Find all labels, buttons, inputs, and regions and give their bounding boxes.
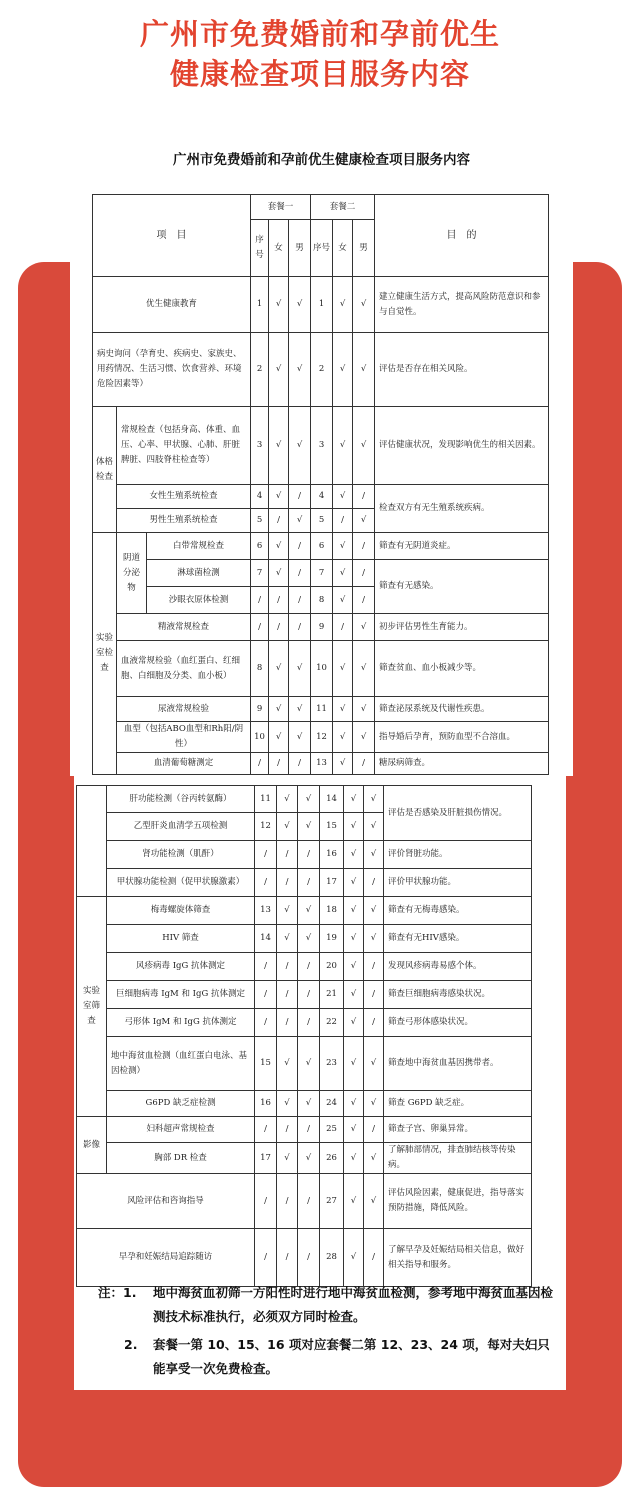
- pkg1-male: √: [298, 786, 320, 813]
- pkg2-seq: 3: [311, 407, 333, 485]
- item-purpose: 筛查 G6PD 缺乏症。: [384, 1091, 532, 1117]
- table-row: [77, 1229, 532, 1287]
- pkg1-male: √: [289, 722, 311, 753]
- note-1-index: 1.: [123, 1285, 137, 1300]
- note-2-text: 套餐一第 10、15、16 项对应套餐二第 12、23、24 项，每对夫妇只能享受一次免费检查。: [153, 1337, 550, 1376]
- pkg1-seq: /: [251, 614, 269, 641]
- table-row: [77, 1174, 532, 1229]
- pkg1-seq: 1: [251, 277, 269, 333]
- table-row: [93, 614, 549, 641]
- pkg2-male: /: [364, 953, 384, 981]
- pkg2-seq: 27: [320, 1174, 344, 1229]
- table-row: [77, 1117, 532, 1143]
- pkg2-female: √: [333, 560, 353, 587]
- table-row: [77, 1009, 532, 1037]
- pkg1-seq: 17: [255, 1143, 277, 1174]
- item-name: 淋球菌检测: [147, 560, 251, 587]
- item-purpose: 评估风险因素，健康促进，指导落实预防措施，降低风险。: [384, 1174, 532, 1229]
- item-name: 肝功能检测（谷丙转氨酶）: [107, 786, 255, 813]
- item-purpose: 筛查地中海贫血基因携带者。: [384, 1037, 532, 1091]
- header-title: [0, 14, 640, 94]
- pkg2-male: √: [364, 1143, 384, 1174]
- item-purpose: 建立健康生活方式，提高风险防范意识和参与自觉性。: [375, 277, 549, 333]
- table-row: [93, 407, 549, 485]
- pkg1-female: √: [269, 697, 289, 722]
- pkg1-male: /: [289, 587, 311, 614]
- pkg1-female: √: [269, 485, 289, 509]
- pkg1-seq: /: [255, 1009, 277, 1037]
- pkg1-seq: /: [255, 1174, 277, 1229]
- item-purpose: 筛查子宫、卵巢异常。: [384, 1117, 532, 1143]
- pkg1-male: √: [298, 1091, 320, 1117]
- item-name: 沙眼衣原体检测: [147, 587, 251, 614]
- pkg1-male: /: [289, 533, 311, 560]
- pkg2-seq: 10: [311, 641, 333, 697]
- col-header-project: 项 目: [93, 195, 251, 277]
- pkg1-seq: /: [255, 1229, 277, 1287]
- pkg2-male: √: [353, 277, 375, 333]
- pkg1-female: /: [277, 869, 298, 897]
- pkg1-seq: 9: [251, 697, 269, 722]
- group-imaging: 影像: [77, 1117, 107, 1174]
- pkg2-seq: 8: [311, 587, 333, 614]
- table-row: [93, 753, 549, 775]
- pkg1-male: √: [298, 1143, 320, 1174]
- pkg1-female: /: [277, 953, 298, 981]
- pkg2-seq: 23: [320, 1037, 344, 1091]
- header-line-1: 广州市免费婚前和孕前优生: [139, 17, 500, 51]
- service-table-part-2: [76, 785, 532, 1287]
- pkg2-female: √: [333, 485, 353, 509]
- pkg2-male: /: [353, 587, 375, 614]
- pkg2-male: √: [364, 897, 384, 925]
- pkg1-female: /: [277, 1174, 298, 1229]
- notes-section: [98, 1281, 558, 1385]
- pkg2-female: √: [344, 1174, 364, 1229]
- pkg1-male: /: [298, 1229, 320, 1287]
- pkg1-female: √: [269, 407, 289, 485]
- table-row: [93, 697, 549, 722]
- item-name: 弓形体 IgM 和 IgG 抗体测定: [107, 1009, 255, 1037]
- item-purpose: 了解肺部情况，排查肺结核等传染病。: [384, 1143, 532, 1174]
- pkg2-seq: 2: [311, 333, 333, 407]
- item-name: 精液常规检查: [117, 614, 251, 641]
- item-name: 风疹病毒 IgG 抗体测定: [107, 953, 255, 981]
- item-purpose: 评估是否存在相关风险。: [375, 333, 549, 407]
- pkg1-female: √: [269, 722, 289, 753]
- pkg2-female: √: [344, 869, 364, 897]
- item-name: 梅毒螺旋体筛查: [107, 897, 255, 925]
- pkg1-female: √: [277, 1091, 298, 1117]
- pkg1-male: /: [298, 869, 320, 897]
- note-2: [98, 1333, 558, 1381]
- subgroup-vaginal-secretion: 阴道分泌物: [117, 533, 147, 614]
- item-name: 优生健康教育: [93, 277, 251, 333]
- col-header-male-1: 男: [289, 220, 311, 277]
- pkg1-male: √: [289, 333, 311, 407]
- item-purpose: 筛查巨细胞病毒感染状况。: [384, 981, 532, 1009]
- pkg1-seq: 7: [251, 560, 269, 587]
- item-purpose: 指导婚后孕育，预防血型不合溶血。: [375, 722, 549, 753]
- pkg2-female: √: [333, 641, 353, 697]
- pkg1-seq: 16: [255, 1091, 277, 1117]
- pkg2-male: /: [364, 1229, 384, 1287]
- pkg2-female: √: [344, 786, 364, 813]
- pkg1-seq: /: [255, 841, 277, 869]
- item-purpose: 评价甲状腺功能。: [384, 869, 532, 897]
- document-sheet-1: [70, 118, 573, 776]
- pkg2-male: √: [353, 641, 375, 697]
- table-row: [77, 925, 532, 953]
- pkg1-female: /: [269, 614, 289, 641]
- item-name: 血型（包括ABO血型和Rh阳/阴性）: [117, 722, 251, 753]
- pkg2-seq: 25: [320, 1117, 344, 1143]
- pkg2-female: √: [344, 953, 364, 981]
- pkg2-male: √: [364, 1037, 384, 1091]
- item-purpose: 发现风疹病毒易感个体。: [384, 953, 532, 981]
- pkg1-female: /: [269, 587, 289, 614]
- item-name: 乙型肝炎血清学五项检测: [107, 813, 255, 841]
- item-purpose: 筛查贫血、血小板减少等。: [375, 641, 549, 697]
- pkg1-male: /: [289, 753, 311, 775]
- pkg2-female: √: [344, 1143, 364, 1174]
- pkg2-female: √: [333, 697, 353, 722]
- pkg1-seq: /: [255, 1117, 277, 1143]
- pkg2-male: √: [364, 1174, 384, 1229]
- col-header-female-2: 女: [333, 220, 353, 277]
- table-row: [77, 869, 532, 897]
- item-purpose: 筛查弓形体感染状况。: [384, 1009, 532, 1037]
- pkg2-female: √: [333, 753, 353, 775]
- item-purpose: 筛查有无感染。: [375, 560, 549, 614]
- pkg2-seq: 16: [320, 841, 344, 869]
- table-row: [77, 1091, 532, 1117]
- table-row: [77, 841, 532, 869]
- pkg1-female: √: [277, 897, 298, 925]
- group-lab-screening: 实验室筛查: [77, 897, 107, 1117]
- pkg2-female: √: [344, 1037, 364, 1091]
- table-row: [77, 1037, 532, 1091]
- item-name: 胸部 DR 检查: [107, 1143, 255, 1174]
- item-name: 风险评估和咨询指导: [77, 1174, 255, 1229]
- pkg2-female: √: [333, 533, 353, 560]
- pkg2-seq: 18: [320, 897, 344, 925]
- pkg2-seq: 22: [320, 1009, 344, 1037]
- pkg2-female: √: [333, 333, 353, 407]
- header-line-2: 健康检查项目服务内容: [169, 57, 470, 91]
- pkg1-seq: /: [251, 587, 269, 614]
- table-row: [93, 277, 549, 333]
- pkg2-seq: 4: [311, 485, 333, 509]
- pkg1-male: /: [298, 1117, 320, 1143]
- pkg2-female: √: [344, 1229, 364, 1287]
- pkg1-male: √: [289, 407, 311, 485]
- item-name: 血液常规检验（血红蛋白、红细胞、白细胞及分类、血小板）: [117, 641, 251, 697]
- pkg1-seq: 5: [251, 509, 269, 533]
- col-header-seq-1: 序号: [251, 220, 269, 277]
- pkg2-male: /: [364, 869, 384, 897]
- pkg2-male: √: [364, 1091, 384, 1117]
- pkg1-female: √: [277, 1037, 298, 1091]
- item-name: 甲状腺功能检测（促甲状腺激素）: [107, 869, 255, 897]
- pkg2-female: √: [344, 813, 364, 841]
- pkg2-seq: 14: [320, 786, 344, 813]
- pkg2-seq: 17: [320, 869, 344, 897]
- pkg1-seq: 11: [255, 786, 277, 813]
- table-row: [93, 333, 549, 407]
- item-purpose: 筛查泌尿系统及代谢性疾患。: [375, 697, 549, 722]
- group-continued: [77, 786, 107, 897]
- note-2-index: 2.: [124, 1337, 138, 1352]
- pkg1-female: √: [277, 786, 298, 813]
- note-1: [98, 1281, 558, 1329]
- pkg1-female: /: [277, 841, 298, 869]
- pkg2-male: √: [353, 509, 375, 533]
- pkg2-seq: 15: [320, 813, 344, 841]
- table-row: [77, 1143, 532, 1174]
- item-purpose: 评估健康状况，发现影响优生的相关因素。: [375, 407, 549, 485]
- pkg2-female: √: [344, 1117, 364, 1143]
- col-header-male-2: 男: [353, 220, 375, 277]
- pkg2-female: √: [333, 722, 353, 753]
- pkg2-seq: 5: [311, 509, 333, 533]
- item-name: 血清葡萄糖测定: [117, 753, 251, 775]
- pkg1-female: √: [277, 925, 298, 953]
- pkg2-male: /: [353, 753, 375, 775]
- item-purpose: 初步评估男性生育能力。: [375, 614, 549, 641]
- group-physical-exam: 体格检查: [93, 407, 117, 533]
- pkg2-female: √: [344, 841, 364, 869]
- table-row: [93, 533, 549, 560]
- pkg2-seq: 7: [311, 560, 333, 587]
- pkg1-female: √: [269, 641, 289, 697]
- pkg2-male: /: [353, 560, 375, 587]
- pkg2-male: √: [364, 786, 384, 813]
- group-lab-exam: 实验室检查: [93, 533, 117, 775]
- pkg2-female: /: [333, 614, 353, 641]
- pkg2-male: /: [364, 981, 384, 1009]
- pkg2-female: √: [333, 587, 353, 614]
- pkg2-female: √: [333, 277, 353, 333]
- item-purpose: 筛查有无梅毒感染。: [384, 897, 532, 925]
- pkg1-male: /: [298, 841, 320, 869]
- pkg1-female: /: [269, 753, 289, 775]
- table-row: [77, 953, 532, 981]
- item-name: 常规检查（包括身高、体重、血压、心率、甲状腺、心肺、肝脏脾脏、四肢脊柱检查等）: [117, 407, 251, 485]
- item-purpose: 评价肾脏功能。: [384, 841, 532, 869]
- item-name: 肾功能检测（肌酐）: [107, 841, 255, 869]
- pkg2-female: √: [344, 897, 364, 925]
- pkg1-seq: 6: [251, 533, 269, 560]
- item-name: HIV 筛查: [107, 925, 255, 953]
- table-row: [77, 786, 532, 813]
- col-header-female-1: 女: [269, 220, 289, 277]
- pkg2-seq: 24: [320, 1091, 344, 1117]
- pkg1-male: /: [289, 485, 311, 509]
- item-name: 男性生殖系统检查: [117, 509, 251, 533]
- item-name: 巨细胞病毒 IgM 和 IgG 抗体测定: [107, 981, 255, 1009]
- pkg1-seq: 12: [255, 813, 277, 841]
- pkg1-seq: 8: [251, 641, 269, 697]
- pkg1-seq: /: [255, 953, 277, 981]
- pkg2-male: √: [364, 841, 384, 869]
- pkg2-male: /: [353, 533, 375, 560]
- item-purpose: 筛查有无阴道炎症。: [375, 533, 549, 560]
- pkg1-female: √: [277, 1143, 298, 1174]
- pkg1-seq: /: [255, 981, 277, 1009]
- item-name: 早孕和妊娠结局追踪随访: [77, 1229, 255, 1287]
- pkg2-female: √: [344, 1091, 364, 1117]
- pkg1-female: √: [269, 333, 289, 407]
- pkg1-male: √: [298, 813, 320, 841]
- pkg2-male: √: [353, 722, 375, 753]
- pkg1-male: /: [298, 953, 320, 981]
- pkg2-male: /: [353, 485, 375, 509]
- pkg2-seq: 19: [320, 925, 344, 953]
- pkg1-seq: 13: [255, 897, 277, 925]
- pkg1-male: √: [289, 277, 311, 333]
- pkg2-female: √: [344, 1009, 364, 1037]
- pkg2-seq: 21: [320, 981, 344, 1009]
- table-row: [93, 641, 549, 697]
- pkg1-male: /: [289, 560, 311, 587]
- item-name: 病史询问（孕育史、疾病史、家族史、用药情况、生活习惯、饮食营养、环境危险因素等）: [93, 333, 251, 407]
- pkg2-seq: 6: [311, 533, 333, 560]
- pkg2-male: √: [364, 813, 384, 841]
- item-name: G6PD 缺乏症检测: [107, 1091, 255, 1117]
- pkg1-female: √: [277, 813, 298, 841]
- pkg1-seq: 10: [251, 722, 269, 753]
- col-header-purpose: 目 的: [375, 195, 549, 277]
- pkg1-female: √: [269, 277, 289, 333]
- col-header-package-1: 套餐一: [251, 195, 311, 220]
- item-name: 地中海贫血检测（血红蛋白电泳、基因检测）: [107, 1037, 255, 1091]
- pkg2-male: √: [353, 407, 375, 485]
- pkg2-male: √: [353, 333, 375, 407]
- pkg2-seq: 28: [320, 1229, 344, 1287]
- table-row: [93, 560, 549, 587]
- table-row: [93, 485, 549, 509]
- pkg2-female: /: [333, 509, 353, 533]
- table-row: [77, 897, 532, 925]
- pkg1-seq: 3: [251, 407, 269, 485]
- pkg1-female: /: [277, 1009, 298, 1037]
- pkg1-male: √: [289, 697, 311, 722]
- pkg2-seq: 9: [311, 614, 333, 641]
- pkg1-female: √: [269, 560, 289, 587]
- pkg2-seq: 1: [311, 277, 333, 333]
- item-purpose: 检查双方有无生殖系统疾病。: [375, 485, 549, 533]
- item-purpose: 评估是否感染及肝脏损伤情况。: [384, 786, 532, 841]
- col-header-package-2: 套餐二: [311, 195, 375, 220]
- table-row: [93, 722, 549, 753]
- pkg1-female: /: [277, 981, 298, 1009]
- pkg1-female: /: [277, 1229, 298, 1287]
- pkg1-male: /: [298, 1174, 320, 1229]
- pkg2-female: √: [344, 981, 364, 1009]
- pkg2-male: √: [353, 697, 375, 722]
- pkg2-seq: 11: [311, 697, 333, 722]
- item-name: 女性生殖系统检查: [117, 485, 251, 509]
- pkg1-male: √: [298, 925, 320, 953]
- pkg2-male: /: [364, 1009, 384, 1037]
- item-purpose: 筛查有无HIV感染。: [384, 925, 532, 953]
- pkg2-seq: 12: [311, 722, 333, 753]
- pkg1-male: /: [298, 981, 320, 1009]
- table-row: [77, 981, 532, 1009]
- pkg1-male: √: [289, 509, 311, 533]
- item-name: 白带常规检查: [147, 533, 251, 560]
- document-title: 广州市免费婚前和孕前优生健康检查项目服务内容: [173, 152, 470, 168]
- pkg1-male: /: [298, 1009, 320, 1037]
- pkg2-seq: 13: [311, 753, 333, 775]
- pkg2-seq: 26: [320, 1143, 344, 1174]
- pkg1-female: /: [277, 1117, 298, 1143]
- pkg1-male: √: [298, 897, 320, 925]
- pkg1-seq: 15: [255, 1037, 277, 1091]
- pkg1-male: /: [289, 614, 311, 641]
- note-1-text: 地中海贫血初筛一方阳性时进行地中海贫血检测，参考地中海贫血基因检测技术标准执行，必须双方同时检查。: [153, 1285, 554, 1324]
- item-name: 尿液常规检验: [117, 697, 251, 722]
- pkg2-female: √: [333, 407, 353, 485]
- pkg2-seq: 20: [320, 953, 344, 981]
- pkg1-male: √: [289, 641, 311, 697]
- pkg1-male: √: [298, 1037, 320, 1091]
- pkg2-male: √: [364, 925, 384, 953]
- item-purpose: 了解早孕及妊娠结局相关信息，做好相关指导和服务。: [384, 1229, 532, 1287]
- service-table-part-1: [92, 194, 549, 775]
- item-purpose: 糖尿病筛查。: [375, 753, 549, 775]
- document-sheet-2: [74, 776, 566, 1390]
- pkg2-male: √: [353, 614, 375, 641]
- pkg1-seq: /: [255, 869, 277, 897]
- pkg2-female: √: [344, 925, 364, 953]
- notes-label: 注：: [98, 1285, 124, 1300]
- pkg1-seq: 4: [251, 485, 269, 509]
- pkg1-female: √: [269, 533, 289, 560]
- item-name: 妇科超声常规检查: [107, 1117, 255, 1143]
- col-header-seq-2: 序号: [311, 220, 333, 277]
- pkg2-male: /: [364, 1117, 384, 1143]
- pkg1-seq: 2: [251, 333, 269, 407]
- pkg1-seq: /: [251, 753, 269, 775]
- pkg1-female: /: [269, 509, 289, 533]
- pkg1-seq: 14: [255, 925, 277, 953]
